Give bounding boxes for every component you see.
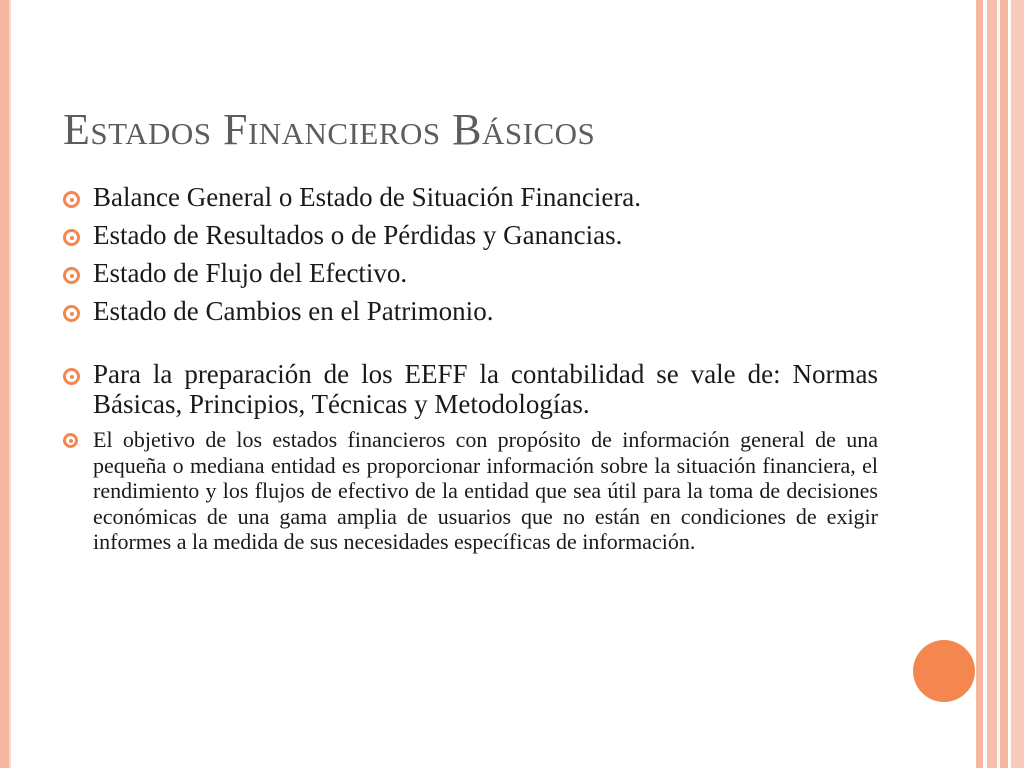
bullet-icon — [63, 267, 80, 284]
list-item — [63, 220, 878, 250]
bullet-icon — [63, 305, 80, 322]
bullet-icon — [63, 191, 80, 208]
list-item — [63, 182, 878, 212]
right-stripe-decoration — [1000, 0, 1008, 768]
bullet-text: Balance General o Estado de Situación Financiera. — [93, 182, 642, 212]
bullet-icon — [63, 229, 80, 246]
left-border-decoration — [0, 0, 9, 768]
bullet-icon — [63, 368, 80, 385]
right-stripe-decoration — [976, 0, 983, 768]
bullet-icon — [63, 433, 78, 448]
list-item — [63, 359, 878, 419]
list-item — [63, 427, 878, 555]
bullet-list — [63, 182, 878, 563]
bullet-text: Estado de Cambios en el Patrimonio. — [93, 296, 494, 326]
bullet-text: Para la preparación de los EEFF la contabilidad se vale de: Normas Básicas, Principios, Técnicas y Metodologías. — [93, 359, 878, 419]
bullet-text: El objetivo de los estados financieros con propósito de información general de una pequeña o mediana entidad es proporcionar información sobre la situación financiera, el rendimiento y los flujos de efectivo de la entidad que sea útil para la toma de decisiones económicas de una gama amplia de usuarios que no están en condiciones de exigir informes a la medida de sus necesidades específicas de información. — [93, 427, 878, 554]
left-border-inner-decoration — [9, 0, 11, 768]
right-stripe-decoration — [987, 0, 997, 768]
slide-title: Estados Financieros Básicos — [63, 105, 596, 154]
bullet-text: Estado de Resultados o de Pérdidas y Ganancias. — [93, 220, 623, 250]
list-item — [63, 258, 878, 288]
bullet-text: Estado de Flujo del Efectivo. — [93, 258, 408, 288]
orange-circle-decoration — [913, 640, 975, 702]
list-item — [63, 296, 878, 326]
right-stripe-decoration — [1011, 0, 1024, 768]
